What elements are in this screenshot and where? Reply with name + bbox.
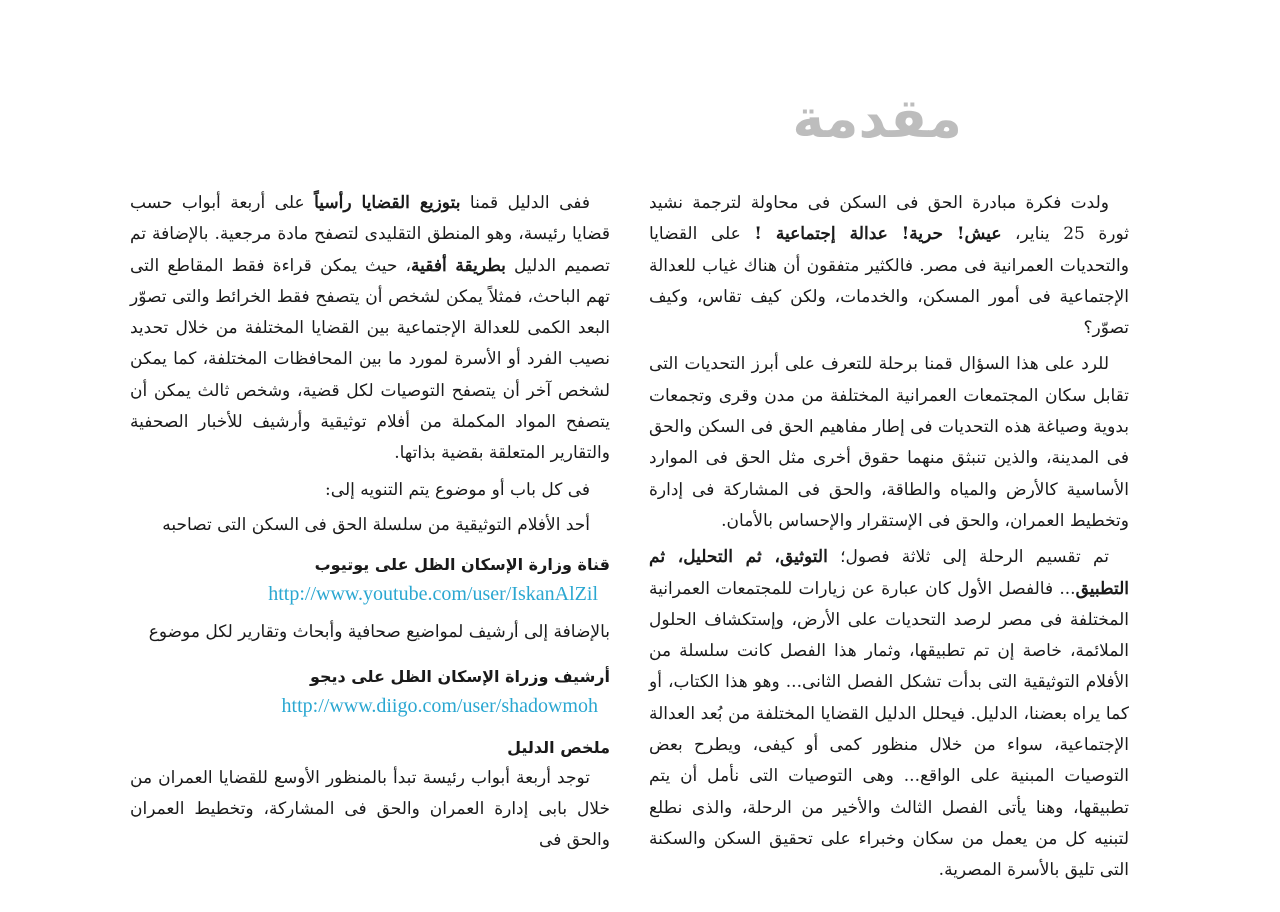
note-intro: فى كل باب أو موضوع يتم التنويه إلى: (325, 479, 590, 500)
horizontal-method: بطريقة أفقية (411, 255, 506, 276)
intro-paragraph-1-start: ولدت فكرة مبادرة الحق فى السكن فى محاولة لترجمة نشيد ثورة 25 يناير، (649, 193, 1129, 245)
youtube-channel-heading: قناة وزارة الإسكان الظل على يوتيوب (314, 555, 610, 575)
intro-paragraph-2: للرد على هذا السؤال قمنا برحلة للتعرف على أبرز التحديات التى تقابل سكان المجتمعات العمرانية المختلفة من مدن وقرى وتجمعات بدوية وصياغة هذه التحديات فى إطار مفاهيم الحق فى السكن والحق فى المدينة، والذين تنبثق منهما حقوق أخرى مثل الحق فى الموارد الأساسية كالأرض والمياه والطاقة، والحق فى المشاركة فى إدارة وتخطيط العمران، والحق فى الإستقرار والإحساس بالأمان. (649, 354, 1129, 531)
revolution-slogan: عيش! حرية! عدالة إجتماعية ! (754, 224, 1002, 245)
intro-paragraph-3-start: تم تقسيم الرحلة إلى ثلاثة فصول؛ (827, 547, 1109, 568)
vertical-distribution: بتوزيع القضايا رأسياً (314, 193, 461, 213)
diigo-link[interactable]: http://www.diigo.com/user/shadowmoh (281, 694, 598, 717)
intro-paragraph-3-end: ... فالفصل الأول كان عبارة عن زيارات للمجتمعات العمرانية المختلفة فى مصر لرصد التحديات على الأرض، وإستكشاف الحلول الملائمة، خاصة إن تم تطبيقها، وثمار هذا الفصل كانت سلسلة من الأفلام التوثيقية التى بدأت تشكل الفصل الثانى... وهو هذا الكتاب، أو كما يراه بعضنا، الدليل. فيحلل الدليل القضايا المختلفة من بُعد العدالة الإجتماعية، سواء من خلال منظور كمى أو كيفى، ويطرح بعض التوصيات المبنية على الواقع... وهى التوصيات التى نأمل أن يتم تطبيقها، وهنا يأتى الفصل الثالث والأخير من الرحلة، والذى نطلع لتبنيه كل من يعمل من سكان وخبراء على تحقيق السكن والسكنة التى تليق بالأسرة المصرية. (649, 578, 1129, 881)
archive-note: بالإضافة إلى أرشيف لمواضيع صحافية وأبحاث وتقارير لكل موضوع (148, 622, 610, 643)
films-note: أحد الأفلام التوثيقية من سلسلة الحق فى السكن التى تصاحبه (162, 514, 590, 535)
guide-structure-paragraph (130, 188, 610, 470)
journey-chapters: التوثيق، ثم التحليل، ثم التطبيق (649, 547, 1129, 599)
left-column (130, 188, 610, 856)
page-title: مقدمة (792, 87, 962, 150)
intro-paragraph-1-end: على القضايا والتحديات العمرانية فى مصر. فالكثير متفقون أن هناك غياب للعدالة الإجتماعية فى أمور المسكن، والخدمات، ولكن كيف تقاس، وكيف تصوّر؟ (649, 224, 1129, 339)
intro-paragraph-3 (649, 542, 1129, 886)
guide-structure-start: ففى الدليل قمنا (460, 193, 590, 213)
summary-paragraph: توجد أربعة أبواب رئيسة تبدأ بالمنظور الأوسع للقضايا العمران من خلال بابى إدارة العمران والحق فى المشاركة، وتخطيط العمران والحق فى (130, 767, 610, 851)
summary-heading: ملخص الدليل (507, 737, 610, 757)
diigo-archive-heading: أرشيف وزراة الإسكان الظل على ديجو (309, 666, 610, 686)
guide-structure-middle: على أربعة أبواب حسب قضايا رئيسة، وهو المنطق التقليدى لتصفح مادة مرجعية. بالإضافة تم تصميم الدليل (130, 193, 610, 276)
right-column (649, 188, 1129, 892)
youtube-link[interactable]: http://www.youtube.com/user/IskanAlZil (268, 583, 598, 606)
guide-structure-end: ، حيث يمكن قراءة فقط المقاطع التى تهم الباحث، فمثلاً يمكن لشخص أن يتصفح فقط الخرائط والتى تصوّر البعد الكمى للعدالة الإجتماعية بين القضايا المختلفة من خلال تحديد نصيب الفرد أو الأسرة لمورد ما بين المحافظات المختلفة، كما يمكن لشخص آخر أن يتصفح التوصيات لكل قضية، وشخص ثالث يمكن أن يتصفح المواد المكملة من أفلام توثيقية وأرشيف للأخبار الصحفية والتقارير المتعلقة بقضية بذاتها. (130, 255, 610, 464)
intro-paragraph-1 (649, 188, 1129, 344)
